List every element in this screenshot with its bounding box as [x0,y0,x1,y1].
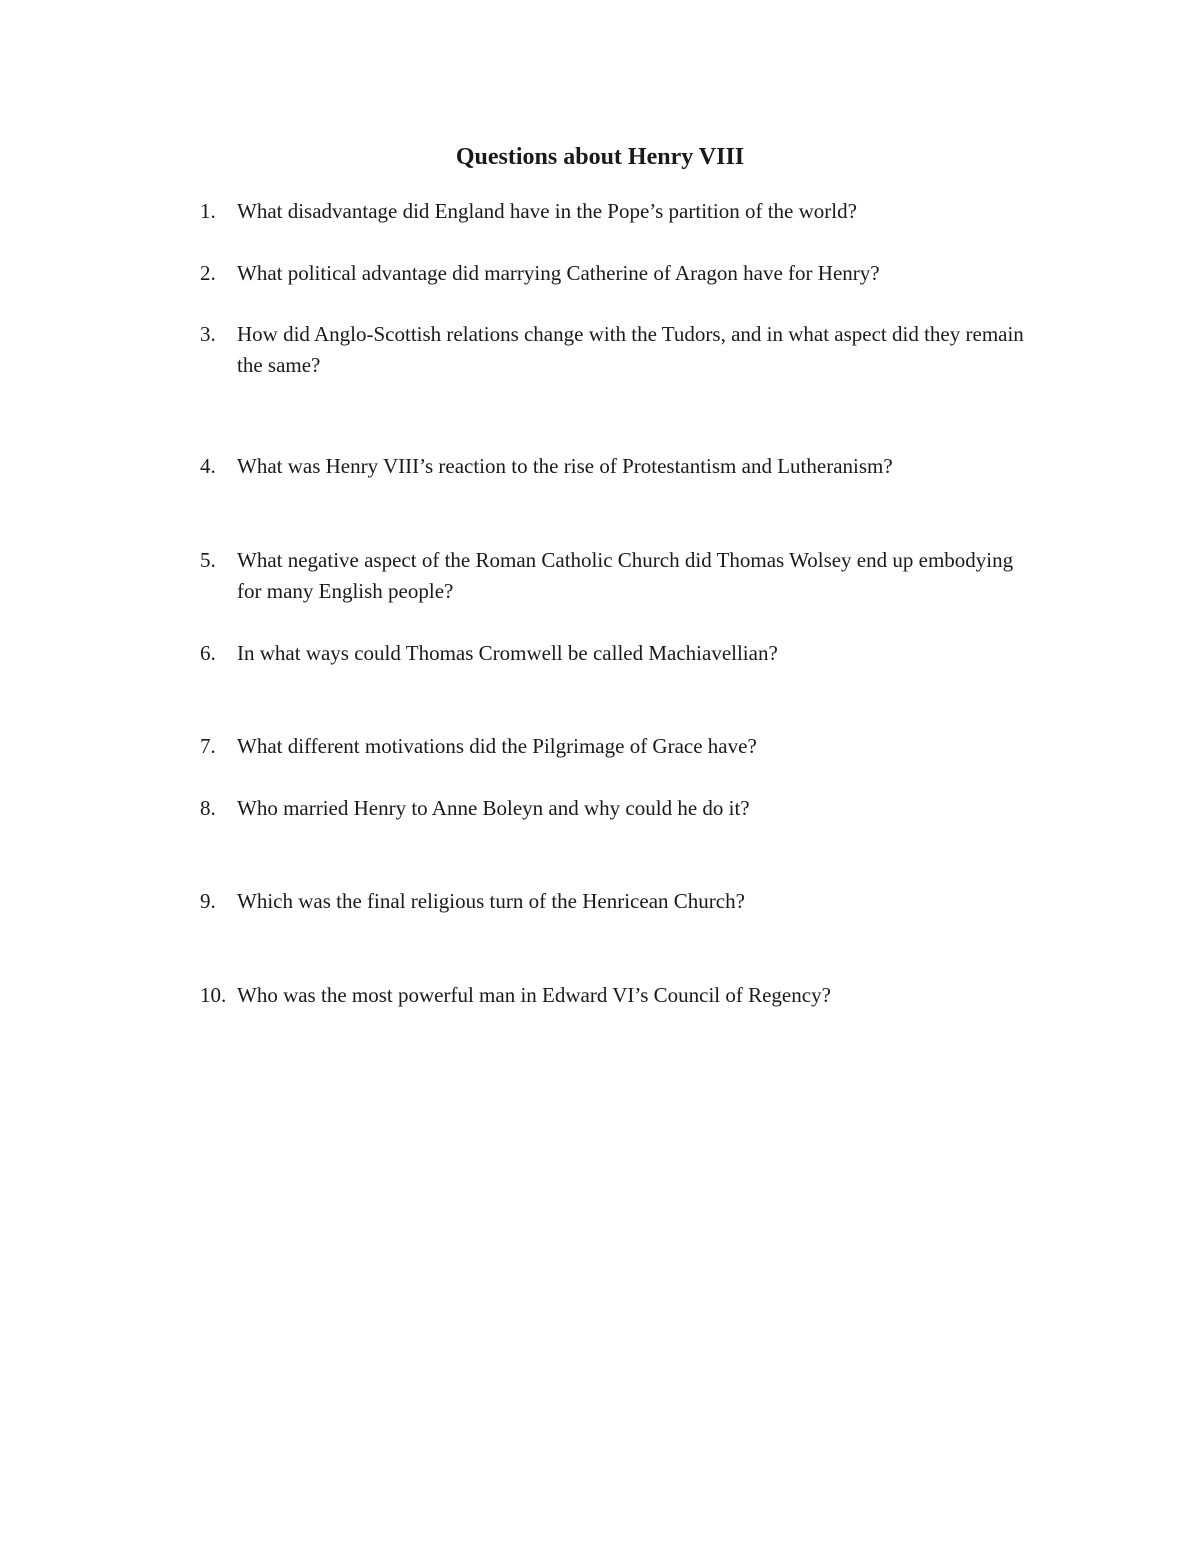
question-text: Who was the most powerful man in Edward VI’s Council of Regency? [237,983,831,1007]
question-text: Which was the final religious turn of the Henricean Church? [237,889,745,913]
question-number: 4. [200,454,216,478]
question-text: What was Henry VIII’s reaction to the rise of Protestantism and Lutheranism? [237,454,893,478]
question-number: 6. [200,641,216,665]
question-text: What political advantage did marrying Catherine of Aragon have for Henry? [237,261,880,285]
question-number: 3. [200,322,216,346]
question-text: What different motivations did the Pilgrimage of Grace have? [237,734,757,758]
question-number: 8. [200,796,216,820]
question-item [200,731,1030,762]
question-item [200,319,1030,381]
question-number: 1. [200,199,216,223]
question-text: What negative aspect of the Roman Catholic Church did Thomas Wolsey end up embodying for many English people? [237,548,1014,603]
question-text: What disadvantage did England have in the Pope’s partition of the world? [237,199,857,223]
question-number: 9. [200,889,216,913]
question-item [200,793,1030,824]
question-text: How did Anglo-Scottish relations change with the Tudors, and in what aspect did they remain the same? [237,322,1024,377]
question-item [200,545,1030,607]
question-text: In what ways could Thomas Cromwell be called Machiavellian? [237,641,778,665]
question-item [200,451,1030,482]
question-number: 5. [200,548,216,572]
question-text: Who married Henry to Anne Boleyn and why could he do it? [237,796,750,820]
question-number: 7. [200,734,216,758]
question-item [200,638,1030,669]
question-number: 10. [200,983,227,1007]
page-title: Questions about Henry VIII [455,144,745,170]
question-item [200,980,1030,1011]
question-number: 2. [200,261,216,285]
question-item [200,258,1030,289]
question-item [200,886,1030,917]
question-item [200,196,1030,227]
